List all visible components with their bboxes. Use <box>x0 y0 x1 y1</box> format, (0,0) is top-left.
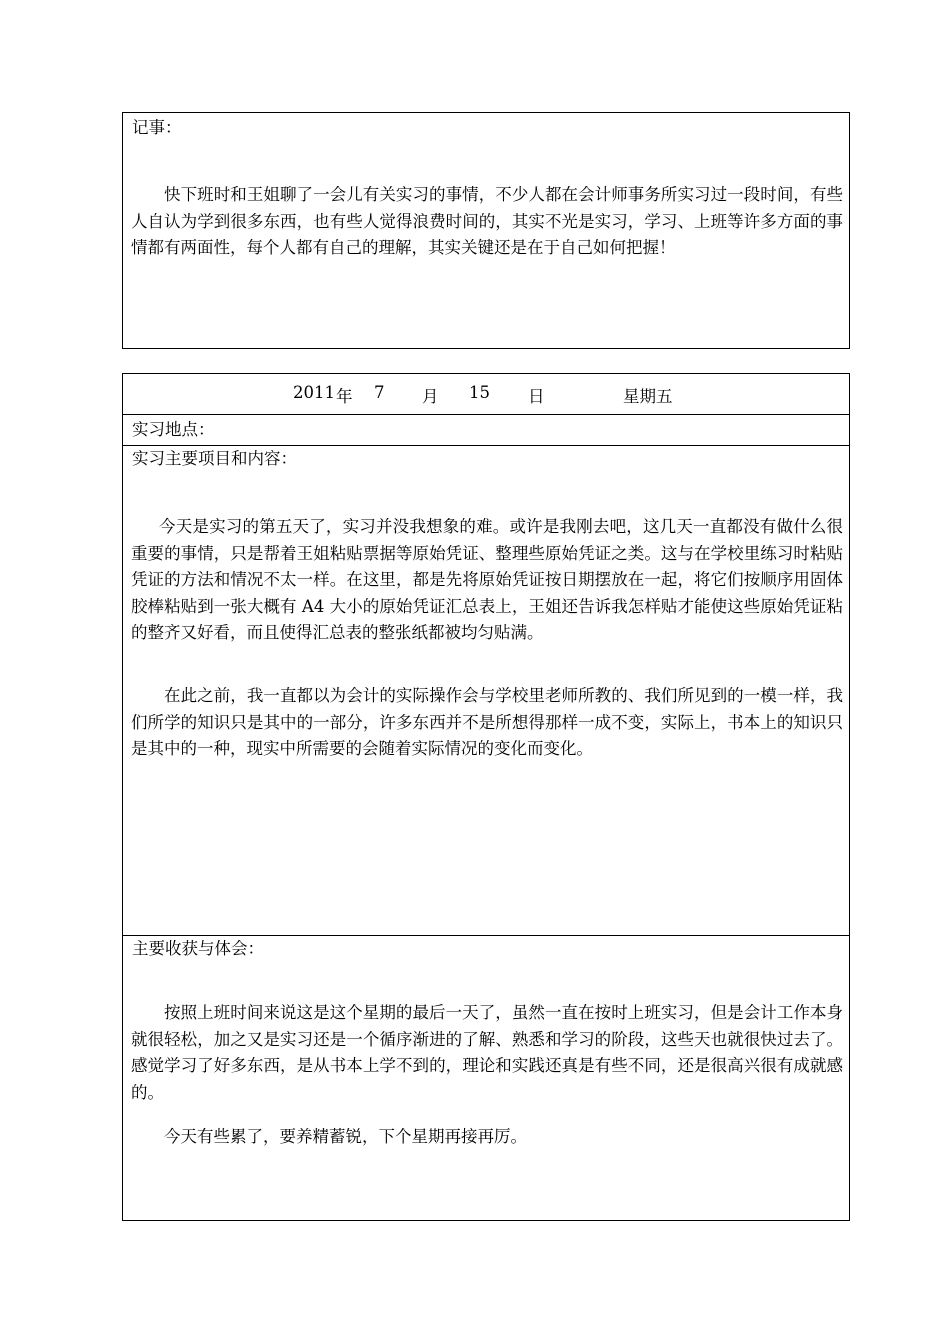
gains-section <box>123 935 849 1220</box>
gains-paragraph-2: 今天有些累了，要养精蓄锐，下个星期再接再厉。 <box>164 1127 527 1146</box>
location-label: 实习地点： <box>132 420 215 439</box>
date-weekday: 星期五 <box>623 387 673 406</box>
gains-label: 主要收获与体会： <box>132 939 264 958</box>
note-paragraph: 快下班时和王姐聊了一会儿有关实习的事情，不少人都在会计师事务所实习过一段时间，有些人自认为学到很多东西，也有些人觉得浪费时间的，其实不光是实习，学习、上班等许多方面的事情都有两面性，每个人都有自己的理解，其实关键还是在于自己如何把握！ <box>131 185 843 257</box>
date-month-unit: 月 <box>422 387 439 406</box>
note-box <box>122 112 850 349</box>
note-label: 记事： <box>132 118 182 137</box>
daily-entry-box <box>122 373 850 1221</box>
date-day: 15 <box>469 383 490 402</box>
gains-paragraph-1: 按照上班时间来说这是这个星期的最后一天了，虽然一直在按时上班实习，但是会计工作本身就很轻松，加之又是实习还是一个循序渐进的了解、熟悉和学习的阶段，这些天也就很快过去了。感觉学习了好多东西，是从书本上学不到的，理论和实践还真是有些不同，还是很高兴很有成就感的。 <box>131 1003 843 1102</box>
date-day-unit: 日 <box>528 387 545 406</box>
date-row <box>123 374 849 414</box>
date-month: 7 <box>374 383 385 402</box>
content-label: 实习主要项目和内容： <box>132 449 297 468</box>
date-year-unit: 年 <box>336 387 353 406</box>
date-year: 2011 <box>293 383 335 402</box>
location-row <box>123 414 849 445</box>
content-section <box>123 445 849 935</box>
content-paragraph-2: 在此之前，我一直都以为会计的实际操作会与学校里老师所教的、我们所见到的一模一样，我们所学的知识只是其中的一部分，许多东西并不是所想得那样一成不变，实际上，书本上的知识只是其中的一种，现实中所需要的会随着实际情况的变化而变化。 <box>131 686 843 758</box>
content-paragraph-1: 今天是实习的第五天了，实习并没我想象的难。或许是我刚去吧，这几天一直都没有做什么很重要的事情，只是帮着王姐粘贴票据等原始凭证、整理些原始凭证之类。这与在学校里练习时粘贴凭证的方法和情况不太一样。在这里，都是先将原始凭证按日期摆放在一起，将它们按顺序用固体胶棒粘贴到一张大概有 A4 大小的原始凭证汇总表上，王姐还告诉我怎样贴才能使这些原始凭证粘的整齐又好看，而且使得汇总表的整张纸都被均匀贴满。 <box>131 517 843 642</box>
